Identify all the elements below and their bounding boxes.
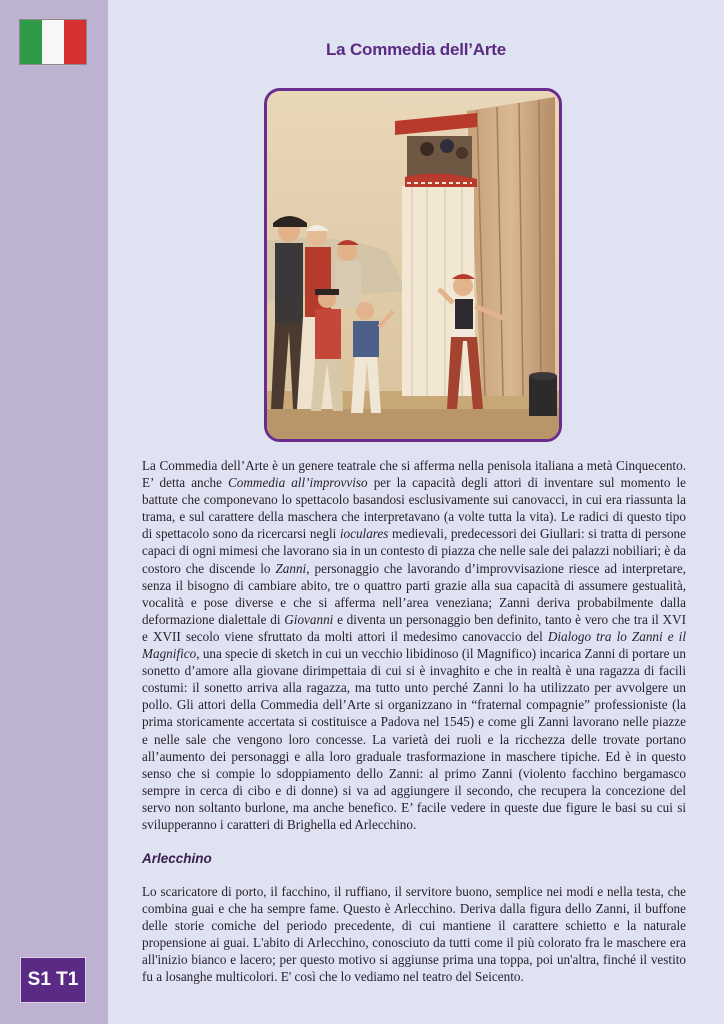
italic-term: Commedia all’improvviso [228,475,368,491]
arlecchino-paragraph: Lo scaricatore di porto, il facchino, il ruffiano, il servitore buono, semplice nei modi e nella testa, che combina guai e che ha sempre fame. Questo è Arlecchino. Deriva dalla figura dello Zanni, il buffone delle storie comiche del periodo precedente, di cui mantiene il carattere schietto e la naturale propensione ai guai. L'abito di Arlecchino, conosciuto da tutti come il più colorato fra le maschere era all'inizio bianco e lacero; per questo motivo si aggiunse prima una toppa, poi un'altra, finché il vestito fu a losanghe multicolori. E' così che lo vediamo nel teatro del Seicento. [142,884,686,985]
illustration-puppet-show [264,88,562,442]
text-run: , personaggio che lavorando d’improvvisazione riesce ad interpretare, senza il bisogno di cambiare abito, tre o quattro parti grazie alla sua capacità di assumere gestualità, vocalità e pose diverse e che si afferma nell’area veneziana; Zanni deriva probabilmente dalla deformazione dialettale di [142,560,686,627]
text-run: , una specie di sketch in cui un vecchio libidinoso (il Magnifico) incarica Zanni di portare un sonetto d’amore alla giovane dirimpettaia di cui si è invaghito e che in realtà è una ragazza di facili costumi: il sonetto arriva alla ragazza, ma tutto unto perché Zanni lo ha utilizzato per avvolgere un pollo. Gli attori della Commedia dell’Arte si organizzano in “fraternal compagnie” professioniste (la prima storicamente accertata si costituisce a Padova nel 1545) e come gli Zanni lavorano nelle piazze e nelle sale che vengono loro concesse. La varietà dei ruoli e la ricchezza delle trovate portano all’aumento dei personaggi e alla loro graduale trasformazione in maschere tipiche. Ed è in questo senso che si compie lo sdoppiamento dello Zanni: al primo Zanni (violento facchino bergamasco sempre in cerca di cibo e di donne) si va ad aggiungere il secondo, che recupera la concezione del servo non soltanto burlone, ma anche benefico. E’ facile vedere in queste due figure le basi su cui si svilupperanno i caratteri di Brighella ed Arlecchino. [142,646,686,832]
text-run: per la capacità degli attori di inventare sul momento le battute che componevano lo spettacolo basandosi esclusivamente sui canovacci, in cui era riassunta la trama, e sul carattere della maschera che interpretavano (a volte tutta la vita). Le radici di questo tipo di spettacolo sono da ricercarsi negli [142,475,686,542]
flag-red-stripe [64,20,86,64]
italic-term: Dialogo tra lo Zanni e il Magnifico [142,628,687,662]
italic-term: Zanni [275,560,307,576]
text-run: e diventa un personaggio ben definito, tanto è vero che tra il XVI e XVII secolo viene sfruttato da molti attori il medesimo canovaccio del [142,611,686,644]
text-run: medievali, predecessori dei Giullari: si tratta di persone capaci di ogni mimesi che lavorano sia in un contesto di piazza che nelle sale dei palazzi nobiliari; è da costoro che discende lo [142,526,686,576]
intro-paragraph [142,457,686,833]
puppet-show-illustration [267,91,559,439]
italic-term: Giovanni [284,611,334,627]
text-run: La Commedia dell’Arte è un genere teatrale che si afferma nella penisola italiana a metà Cinquecento. E’ detta anche [142,458,686,491]
section-heading-arlecchino: Arlecchino [142,851,212,866]
italic-term: ioculares [339,526,389,542]
flag-white-stripe [42,20,64,64]
sidebar [0,0,108,1024]
italian-flag-icon [20,20,86,64]
flag-green-stripe [20,20,42,64]
section-badge: S1 T1 [20,957,86,1003]
page-title: La Commedia dell’Arte [325,40,506,59]
